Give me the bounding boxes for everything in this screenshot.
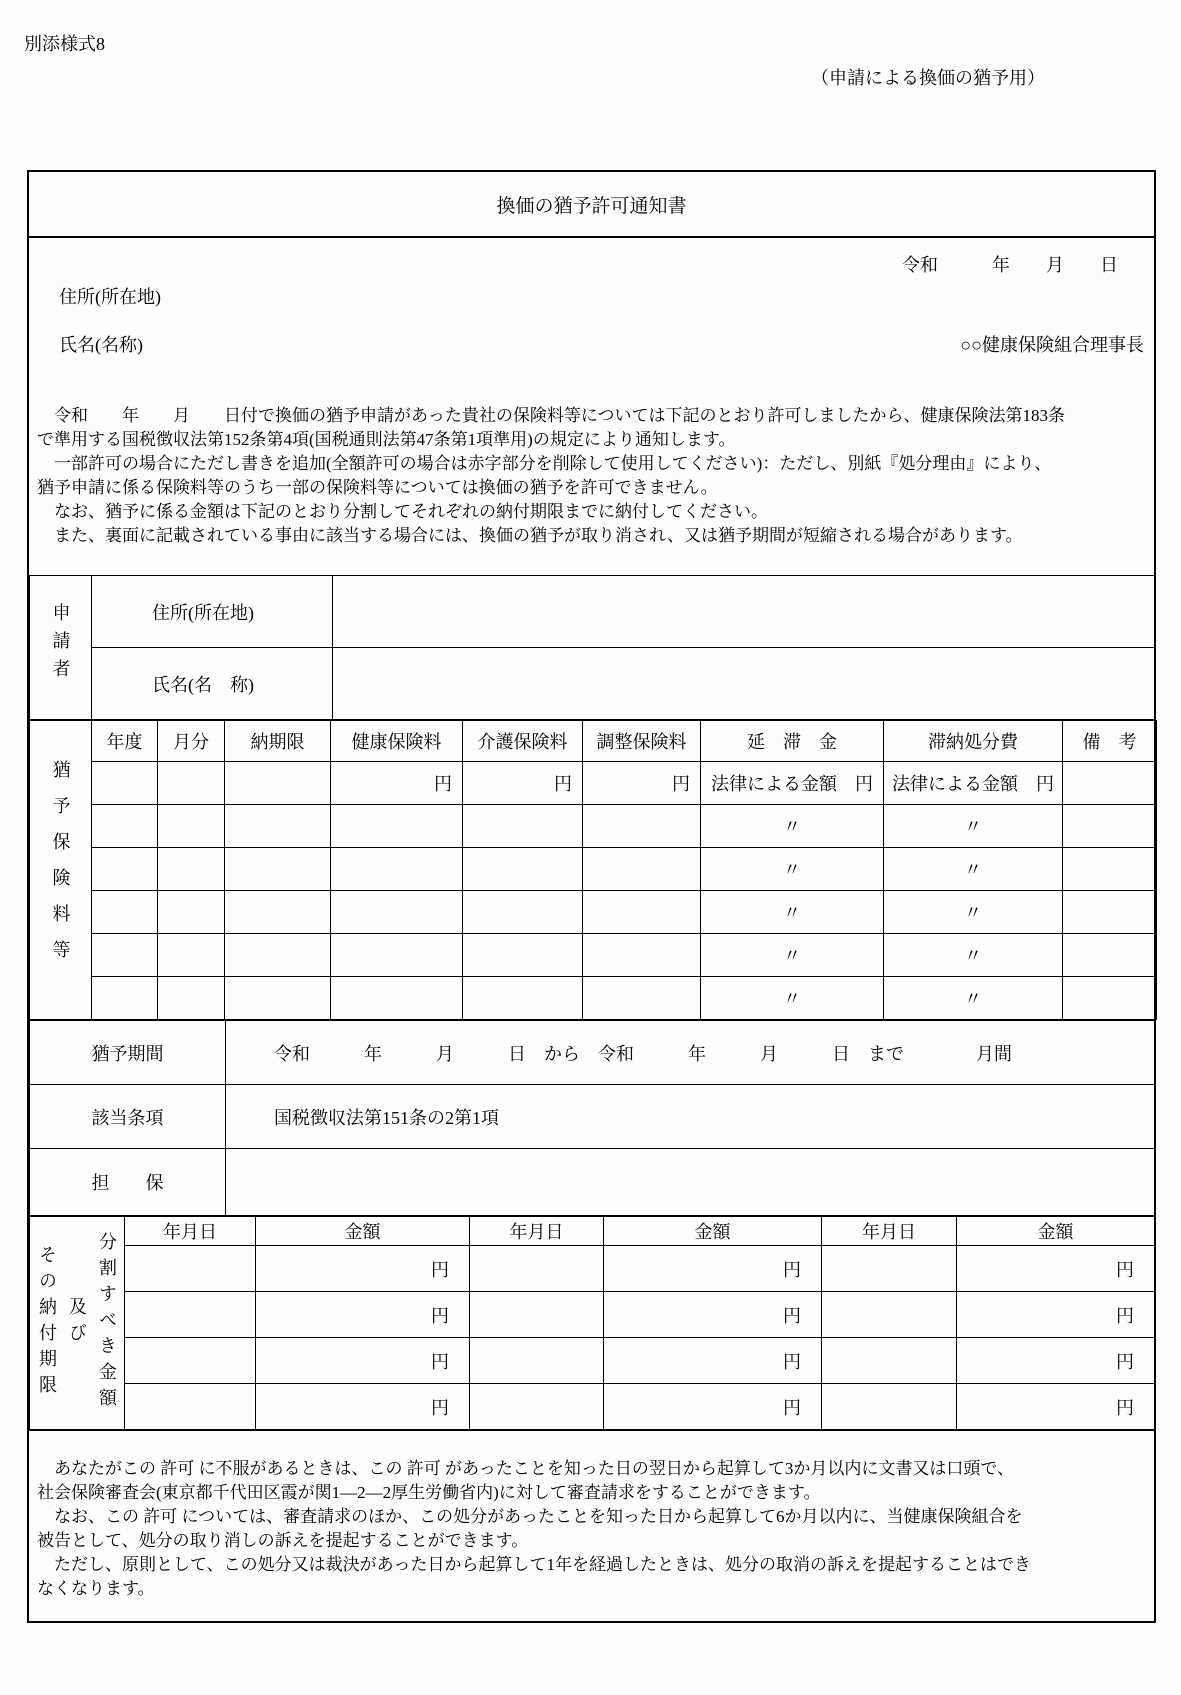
- body-line: 令和 年 月 日付で換価の猶予申請があった貴社の保険料等については下記のとおり許可しましたから、健康保険法第183条: [37, 406, 1065, 425]
- installment-amount-header: 金額: [957, 1217, 1155, 1246]
- installments-table: [29, 1216, 1155, 1430]
- installments-label-payment-deadline: その納付期限: [37, 1245, 57, 1401]
- care-premium-cell: [463, 805, 583, 848]
- remarks-cell: [1063, 848, 1157, 891]
- installment-date-cell: [470, 1292, 604, 1338]
- installment-date-cell: [470, 1246, 604, 1292]
- applicant-group-label: 申請者: [50, 603, 71, 687]
- month-cell: [158, 934, 225, 977]
- notice-body: [29, 390, 1154, 575]
- body-line: 猶予申請に係る保険料等のうち一部の保険料等については換価の猶予を許可できません。: [37, 478, 718, 497]
- adjust-premium-cell: 円: [583, 762, 701, 805]
- body-line: で準用する国税徴収法第152条第4項(国税通則法第47条第1項準用)の規定により通知します。: [37, 430, 736, 449]
- disposition-cost-ditto-cell: 〃: [884, 977, 1063, 1020]
- fiscal-year-cell: [92, 805, 158, 848]
- fiscal-year-cell: [92, 848, 158, 891]
- installment-date-cell: [822, 1292, 957, 1338]
- health-premium-cell: 円: [331, 762, 463, 805]
- installments-label-split-amount: 分割すべき金額: [97, 1232, 117, 1414]
- installment-amount-cell: 円: [604, 1338, 822, 1384]
- installment-amount-cell: 円: [604, 1246, 822, 1292]
- column-header-due-date: 納期限: [225, 721, 331, 762]
- health-premium-cell: [331, 977, 463, 1020]
- installment-amount-cell: 円: [256, 1292, 470, 1338]
- fiscal-year-cell: [92, 891, 158, 934]
- late-charge-ditto-cell: 〃: [701, 891, 884, 934]
- document-box: [27, 170, 1156, 1623]
- adjust-premium-cell: [583, 934, 701, 977]
- remarks-cell: [1063, 977, 1157, 1020]
- applicable-article-label: 該当条項: [30, 1085, 226, 1149]
- column-header-disposition-cost: 滞納処分費: [884, 721, 1063, 762]
- late-charge-ditto-cell: 〃: [701, 848, 884, 891]
- applicant-name-value: [333, 648, 1155, 720]
- remarks-cell: [1063, 891, 1157, 934]
- late-charge-ditto-cell: 〃: [701, 977, 884, 1020]
- grace-period-label: 猶予期間: [30, 1021, 226, 1085]
- addressee-block: [29, 238, 1154, 390]
- installment-date-cell: [125, 1384, 256, 1430]
- installment-amount-cell: 円: [256, 1384, 470, 1430]
- disposition-cost-ditto-cell: 〃: [884, 934, 1063, 977]
- due-date-cell: [225, 848, 331, 891]
- month-cell: [158, 977, 225, 1020]
- issuer-name: ○○健康保険組合理事長: [960, 335, 1144, 355]
- due-date-cell: [225, 934, 331, 977]
- body-line: 一部許可の場合にただし書きを追加(全額許可の場合は赤字部分を削除して使用してください)：ただし、別紙『処分理由』により、: [37, 454, 1052, 473]
- health-premium-cell: [331, 848, 463, 891]
- health-premium-cell: [331, 934, 463, 977]
- installment-date-cell: [125, 1246, 256, 1292]
- installment-date-cell: [822, 1338, 957, 1384]
- installment-date-cell: [470, 1384, 604, 1430]
- installment-amount-cell: 円: [957, 1292, 1155, 1338]
- late-charge-ditto-cell: 〃: [701, 934, 884, 977]
- applicable-article-value: 国税徴収法第151条の2第1項: [226, 1085, 1155, 1149]
- column-header-late-charge: 延 滞 金: [701, 721, 884, 762]
- collateral-label: 担 保: [30, 1149, 226, 1216]
- care-premium-cell: [463, 977, 583, 1020]
- column-header-fiscal-year: 年度: [92, 721, 158, 762]
- column-header-remarks: 備 考: [1063, 721, 1157, 762]
- due-date-cell: [225, 977, 331, 1020]
- installment-date-header: 年月日: [470, 1217, 604, 1246]
- remarks-cell: [1063, 934, 1157, 977]
- disposition-cost-ditto-cell: 〃: [884, 848, 1063, 891]
- installment-amount-cell: 円: [256, 1338, 470, 1384]
- installment-amount-cell: 円: [957, 1246, 1155, 1292]
- due-date-cell: [225, 762, 331, 805]
- installment-date-header: 年月日: [822, 1217, 957, 1246]
- applicant-name-label: 氏名(名 称): [92, 648, 333, 720]
- installments-group-label-cell: [30, 1217, 125, 1430]
- adjust-premium-cell: [583, 805, 701, 848]
- adjust-premium-cell: [583, 977, 701, 1020]
- installment-amount-cell: 円: [957, 1384, 1155, 1430]
- installment-amount-cell: 円: [256, 1246, 470, 1292]
- footer-line: 被告として、処分の取り消しの訴えを提起することができます。: [37, 1531, 529, 1550]
- health-premium-cell: [331, 891, 463, 934]
- applicant-address-label: 住所(所在地): [92, 576, 333, 648]
- body-line: また、裏面に記載されている事由に該当する場合には、換価の猶予が取り消され、又は猶予期間が短縮される場合があります。: [37, 526, 1023, 545]
- document-title: 換価の猶予許可通知書: [29, 172, 1154, 238]
- column-header-month: 月分: [158, 721, 225, 762]
- late-charge-ditto-cell: 〃: [701, 805, 884, 848]
- footer-line: 社会保険審査会(東京都千代田区霞が関1―2―2厚生労働省内)に対して審査請求をすることができます。: [37, 1483, 821, 1502]
- month-cell: [158, 805, 225, 848]
- addressee-name-label: 氏名(名称): [59, 335, 143, 355]
- installments-label-and: 及び: [67, 1297, 87, 1349]
- month-cell: [158, 762, 225, 805]
- fiscal-year-cell: [92, 977, 158, 1020]
- appeal-notice: [29, 1430, 1154, 1621]
- fiscal-year-cell: [92, 934, 158, 977]
- fiscal-year-cell: [92, 762, 158, 805]
- usage-note: （申請による換価の猶予用）: [811, 68, 1045, 88]
- care-premium-cell: [463, 934, 583, 977]
- installment-amount-cell: 円: [604, 1292, 822, 1338]
- care-premium-cell: [463, 891, 583, 934]
- installment-amount-cell: 円: [957, 1338, 1155, 1384]
- form-id: 別添様式8: [24, 34, 105, 54]
- conditions-table: [29, 1020, 1155, 1216]
- installment-date-cell: [125, 1292, 256, 1338]
- grace-period-value: 令和 年 月 日 から 令和 年 月 日 まで 月間: [226, 1021, 1155, 1085]
- installment-date-cell: [125, 1338, 256, 1384]
- month-cell: [158, 848, 225, 891]
- issue-date: 令和 年 月 日: [902, 255, 1118, 275]
- late-charge-cell: 法律による金額 円: [701, 762, 884, 805]
- installment-date-cell: [822, 1246, 957, 1292]
- collateral-value: [226, 1149, 1155, 1216]
- disposition-cost-ditto-cell: 〃: [884, 805, 1063, 848]
- installment-amount-header: 金額: [604, 1217, 822, 1246]
- addressee-address-label: 住所(所在地): [59, 287, 161, 307]
- footer-line: なお、この 許可 については、審査請求のほか、この処分があったことを知った日から起算して6か月以内に、当健康保険組合を: [37, 1507, 1023, 1526]
- premiums-group-label-cell: [30, 721, 92, 1020]
- disposition-cost-ditto-cell: 〃: [884, 891, 1063, 934]
- footer-line: なくなります。: [37, 1579, 155, 1598]
- applicant-table: [29, 575, 1155, 720]
- care-premium-cell: [463, 848, 583, 891]
- health-premium-cell: [331, 805, 463, 848]
- footer-line: あなたがこの 許可 に不服があるときは、この 許可 があったことを知った日の翌日から起算して3か月以内に文書又は口頭で、: [37, 1459, 1014, 1478]
- remarks-cell: [1063, 762, 1157, 805]
- adjust-premium-cell: [583, 891, 701, 934]
- due-date-cell: [225, 891, 331, 934]
- care-premium-cell: 円: [463, 762, 583, 805]
- installment-date-cell: [470, 1338, 604, 1384]
- footer-line: ただし、原則として、この処分又は裁決があった日から起算して1年を経過したときは、処分の取消の訴えを提起することはでき: [37, 1555, 1031, 1574]
- applicant-address-value: [333, 576, 1155, 648]
- adjust-premium-cell: [583, 848, 701, 891]
- installment-date-cell: [822, 1384, 957, 1430]
- installment-date-header: 年月日: [125, 1217, 256, 1246]
- column-header-health-premium: 健康保険料: [331, 721, 463, 762]
- body-line: なお、猶予に係る金額は下記のとおり分割してそれぞれの納付期限までに納付してください。: [37, 502, 768, 521]
- installment-amount-header: 金額: [256, 1217, 470, 1246]
- month-cell: [158, 891, 225, 934]
- due-date-cell: [225, 805, 331, 848]
- disposition-cost-cell: 法律による金額 円: [884, 762, 1063, 805]
- premiums-group-label: 猶予保険料等: [50, 759, 71, 976]
- column-header-adjust-premium: 調整保険料: [583, 721, 701, 762]
- remarks-cell: [1063, 805, 1157, 848]
- premiums-table: [29, 720, 1157, 1020]
- installment-amount-cell: 円: [604, 1384, 822, 1430]
- applicant-group-label-cell: [30, 576, 92, 720]
- column-header-care-premium: 介護保険料: [463, 721, 583, 762]
